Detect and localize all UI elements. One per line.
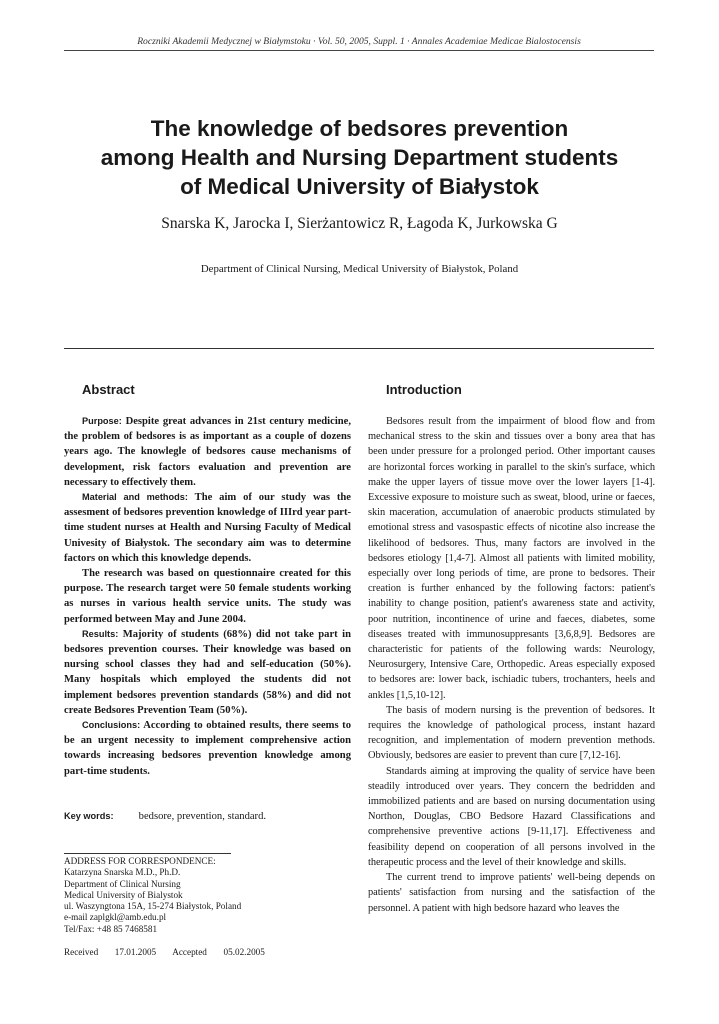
correspondence-telfax: Tel/Fax: +48 85 7468581 [64,923,158,934]
abstract-body [64,414,351,779]
abstract-purpose [64,414,351,490]
correspondence-heading: ADDRESS FOR CORRESPONDENCE: [64,856,216,866]
header-rule [64,50,654,51]
running-head: Roczniki Akademii Medycznej w Białymstoku · Vol. 50, 2005, Suppl. 1 · Annales Academiae Medicae Bialostocensis [137,36,581,47]
received-label: Received [64,947,99,957]
correspondence-street: ul. Waszyngtona 15A, 15-274 Białystok, Poland [64,901,242,912]
introduction-heading: Introduction [386,382,462,397]
correspondence-dept: Department of Clinical Nursing [64,878,181,889]
conclusions-text: According to obtained results, there seems to be an urgent necessity to implement comprehensive action towards increasing bedsores prevention knowledge among part-time students. [64,720,351,777]
keywords-text: bedsore, prevention, standard. [138,811,267,822]
title-line-1: The knowledge of bedsores prevention [150,116,569,141]
results-label: Results: [82,628,119,639]
accepted-date: 05.02.2005 [223,947,265,957]
affiliation: Department of Clinical Nursing, Medical University of Białystok, Poland [200,263,519,275]
section-divider [64,348,654,349]
purpose-label: Purpose: [82,416,122,426]
authors: Snarska K, Jarocka I, Sierżantowicz R, Łagoda K, Jurkowska G [161,215,558,232]
keywords [64,811,266,822]
correspondence-univ: Medical University of Bialystok [64,889,183,900]
intro-paragraph-3: Standards aiming at improving the quality of service have been steadily introduced over years. They concern the bedridden and immobilized patients and are based on nursing documentation using Northon, Douglas, CBO Bedsore Hazard Classifications and comprehensive preventive actions [9-11,17]. Effectiveness and feasibility depend on cooperation of all persons involved in the therapeutic process and the level of their knowledge and skills. [368,765,655,868]
abstract-methods [64,490,351,566]
title-line-3: of Medical University of Białystok [180,174,539,199]
results-text: Majority of students (68%) did not take part in bedsores prevention courses. Their knowledge was based on nursing school classes they had and self-education (50%). Many hospitals which employed the students did not implement bedsores prevention standards (58%) and did not create Bedsores Prevention Team (50%). [64,628,351,716]
purpose-text: Despite great advances in 21st century medicine, the problem of bedsores is as important as a couple of dozens years ago. The knowlegle of bedsores cause mechanisms of development, risk factors evaluation and prevention are necessary to effectively them. [64,416,351,488]
article-title [40,114,679,201]
title-line-2: among Health and Nursing Department students [100,145,619,170]
keywords-label: Key words: [64,811,114,821]
intro-paragraph-4: The current trend to improve patients' well-being depends on patients' satisfaction from nursing and the satisfaction of the personnel. A patient with high bedsore hazard who leaves the [368,872,655,914]
introduction-body [368,414,655,916]
methods-text: The aim of our study was the assesment of bedsores prevention knowledge of IIIrd year part-time student nurses at Health and Nursing Faculty of Medical Univesity of Białystok. The secondary aim was to determine factors on which this knowledge depends. [64,492,352,564]
intro-paragraph-2: The basis of modern nursing is the prevention of bedsores. It requires the knowledge of pathological process, instant hazard recognition, and implementation of modern prevention methods. Obviously, bedsores are easier to prevent than cure [7,12-16]. [368,704,655,762]
abstract-research: The research was based on questionnaire created for this purpose. The research target were 50 female students working as nurses in various health service units. The study was performed between May and June 2004. [64,568,351,625]
correspondence-rule [64,853,231,854]
received-accepted-dates [64,947,265,957]
abstract-conclusions [64,718,351,779]
methods-label: Material and methods: [82,492,188,503]
abstract-heading: Abstract [82,382,135,397]
correspondence-email: e-mail zaplgkl@amb.edu.pl [64,912,167,923]
correspondence-name: Katarzyna Snarska M.D., Ph.D. [64,867,181,878]
correspondence-block [64,856,241,935]
intro-paragraph-1: Bedsores result from the impairment of blood flow and from mechanical stress to the skin and tissues over a bony area that has been under pressure for a prolonged period. Other important causes are horizontal forces working in parallel to the skin's surface, which make the upper layers of tissue move over the lower layers [1-4]. Excessive exposure to moisture such as sweat, blood, urine or faeces, skin maceration, accumulation of anaerobic products stimulated by emotional stress and vasospastic effects of nicotine also increase the likelihood of bedsores. Thus, many factors are involved in the bedsores etiology [1,4-7]. Almost all patients with limited mobility, especially over long periods of time, are prone to bedsores. Their creation is further enhanced by the following factors: patient's inability to change position, patient's awareness state and activity, poor nutrition, incontinence of urine and faeces, diabetes, some diseases treated with immunosuppresants [3,6,8,9]. Bedsores are characteristic for patients of the following wards: Neurology, Neurosurgery, Intensive Care, Orthopedic. Areas especially exposed to bedsores are: lower back, ischiadic tubers, trochanters, heels and ankles [1,5,10-12]. [368,416,655,701]
abstract-results [64,627,351,718]
conclusions-label: Conclusions: [82,720,141,731]
accepted-label: Accepted [172,947,207,957]
received-date: 17.01.2005 [114,947,157,957]
